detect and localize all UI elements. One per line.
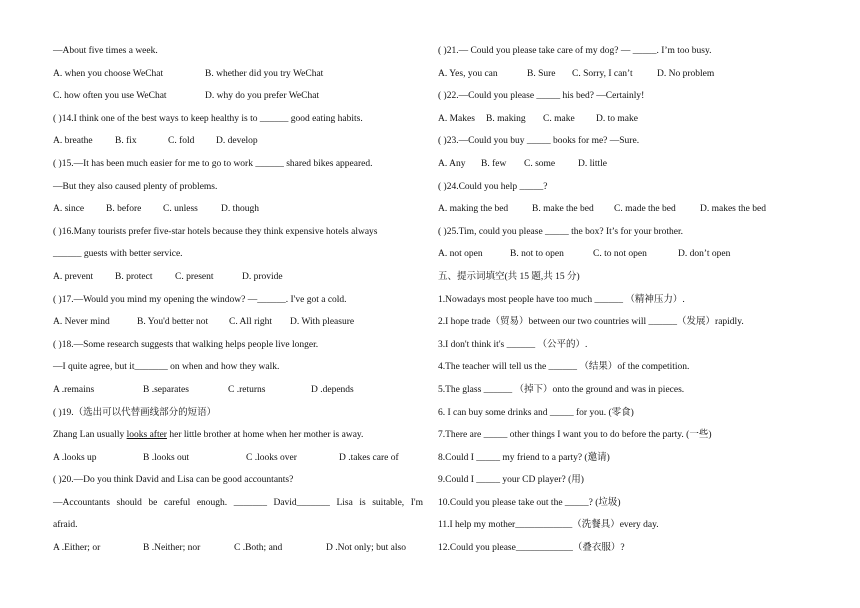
question-18-reply: —I quite agree, but it_______ on when and how they walk. [53,362,280,373]
fill-item-5: 5.The glass ______ （掉下）onto the ground and was in pieces. [438,384,685,395]
right-column [438,40,818,560]
option-c: C. how often you use WeChat [53,91,167,102]
question-22: ( )22.—Could you please _____ his bed? —Certainly! [438,91,645,102]
question-25: ( )25.Tim, could you please _____ the box? It’s for your brother. [438,226,684,237]
option-a: A. making the bed [438,204,509,215]
option-b: B. make the bed [532,204,594,215]
option-c: C. unless [163,204,198,215]
word: be [148,497,158,508]
fill-item-12: 12.Could you please____________（叠衣服）? [438,543,625,554]
option-a: A .remains [53,384,95,395]
question-18: ( )18.—Some research suggests that walking helps people live longer. [53,339,319,350]
word: _______ [233,497,267,508]
option-c: C. fold [168,136,195,147]
word: enough. [196,497,228,508]
option-d: D .depends [311,384,354,395]
option-c: C .Both; and [234,543,283,554]
option-b: B. before [106,204,142,215]
q13-options-row2 [53,85,423,108]
option-d: D .Not only; but also [326,543,406,554]
fill-item-3: 3.I don't think it's ______ （公平的）. [438,339,588,350]
fill-item-8: 8.Could I _____ my friend to a party? (邀请) [438,452,610,463]
word: careful [163,497,191,508]
q19-options [53,447,423,470]
sentence-start: Zhang Lan usually [53,430,127,441]
q17-options [53,311,423,334]
option-b: B. whether did you try WeChat [205,68,324,79]
option-c: C .looks over [246,452,297,463]
option-c: C. make [543,113,575,124]
fill-item-1: 1.Nowadays most people have too much ______ （精神压力）. [438,294,685,305]
option-a: A. not open [438,249,483,260]
option-a: A .Either; or [53,543,101,554]
option-d: D. No problem [657,68,715,79]
answer-line: —About five times a week. [53,46,158,56]
option-b: B. making [486,113,526,124]
fill-item-10: 10.Could you please take out the _____? (垃圾) [438,497,621,508]
fill-item-7: 7.There are _____ other things I want you to do before the party. (一些) [438,430,712,441]
question-14: ( )14.I think one of the best ways to keep healthy is to ______ good eating habits. [53,113,363,124]
option-b: B. Sure [527,68,556,79]
q25-options [438,243,818,266]
option-d: D. to make [596,113,638,124]
question-20-cont: afraid. [53,520,78,531]
option-a: A. when you choose WeChat [53,68,164,79]
fill-item-4: 4.The teacher will tell us the ______ （结果）of the competition. [438,362,690,373]
option-d: D. though [221,204,259,215]
option-b: B .looks out [143,452,190,463]
option-b: B. You'd better not [137,317,209,328]
option-c: C. some [524,158,556,169]
option-c: C. Sorry, I can’t [572,68,633,79]
q22-options [438,108,818,131]
option-d: D. With pleasure [290,317,355,328]
word: —Accountants [53,497,110,508]
q15-options [53,198,423,221]
option-d: D. develop [216,136,258,147]
question-23: ( )23.—Could you buy _____ books for me? —Sure. [438,136,640,147]
q13-options-row1 [53,63,423,86]
option-a: A .looks up [53,452,97,463]
underlined-phrase: looks after [126,430,167,441]
option-d: D. don’t open [678,249,731,260]
option-d: D. little [578,158,608,169]
option-c: C. to not open [593,249,647,260]
option-b: B. not to open [510,249,564,260]
word: suitable, [372,497,405,508]
q24-options [438,198,818,221]
question-19: ( )19.（选出可以代替画线部分的短语） [53,407,217,418]
option-a: A. since [53,204,85,215]
sentence-end: her little brother at home when her mother is away. [166,430,364,441]
option-b: B .separates [143,384,189,395]
question-24: ( )24.Could you help _____? [438,181,548,192]
option-d: D .takes care of [339,452,399,463]
option-a: A. Makes [438,113,475,124]
option-d: D. provide [242,271,283,282]
fill-item-2: 2.I hope trade（贸易）between our two countries will ______（发展）rapidly. [438,317,744,328]
question-16: ( )16.Many tourists prefer five-star hotels because they think expensive hotels always [53,226,378,237]
option-b: B. fix [115,136,137,147]
q20-options [53,537,423,560]
option-c: C. made the bed [614,204,676,215]
fill-item-9: 9.Could I _____ your CD player? (用) [438,475,584,486]
section-heading: 五、提示词填空(共 15 题,共 15 分) [438,271,580,282]
fill-item-11: 11.I help my mother____________（洗餐具）every day. [438,520,659,531]
question-17: ( )17.—Would you mind my opening the window? —______. I've got a cold. [53,294,347,305]
q16-options [53,266,423,289]
fill-item-6: 6. I can buy some drinks and _____ for you. (零食) [438,407,634,418]
q21-options [438,63,818,86]
q23-options [438,153,818,176]
option-b: B. few [481,158,507,169]
word: I'm [410,497,423,508]
question-19-sentence [53,424,423,447]
option-a: A. Yes, you can [438,68,498,79]
option-c: C. All right [229,317,273,328]
q18-options [53,379,423,402]
option-c: C. present [175,271,214,282]
option-a: A. Any [438,158,466,169]
question-20: ( )20.—Do you think David and Lisa can be good accountants? [53,475,294,486]
question-21: ( )21.— Could you please take care of my dog? — _____. I’m too busy. [438,46,712,56]
question-15: ( )15.—It has been much easier for me to go to work ______ shared bikes appeared. [53,158,373,169]
option-b: B. protect [115,271,153,282]
option-c: C .returns [228,384,266,395]
q14-options [53,130,423,153]
option-a: A. Never mind [53,317,110,328]
word: is [359,497,366,508]
option-d: D. makes the bed [700,204,766,215]
question-20-reply [53,492,423,515]
left-column [53,40,423,560]
word: should [116,497,142,508]
word: Lisa [336,497,353,508]
option-d: D. why do you prefer WeChat [205,91,320,102]
option-a: A. prevent [53,271,94,282]
word: David_______ [273,497,330,508]
question-15-reply: —But they also caused plenty of problems. [53,181,218,192]
option-a: A. breathe [53,136,93,147]
question-16-cont: ______ guests with better service. [53,249,183,260]
option-b: B .Neither; nor [143,543,201,554]
